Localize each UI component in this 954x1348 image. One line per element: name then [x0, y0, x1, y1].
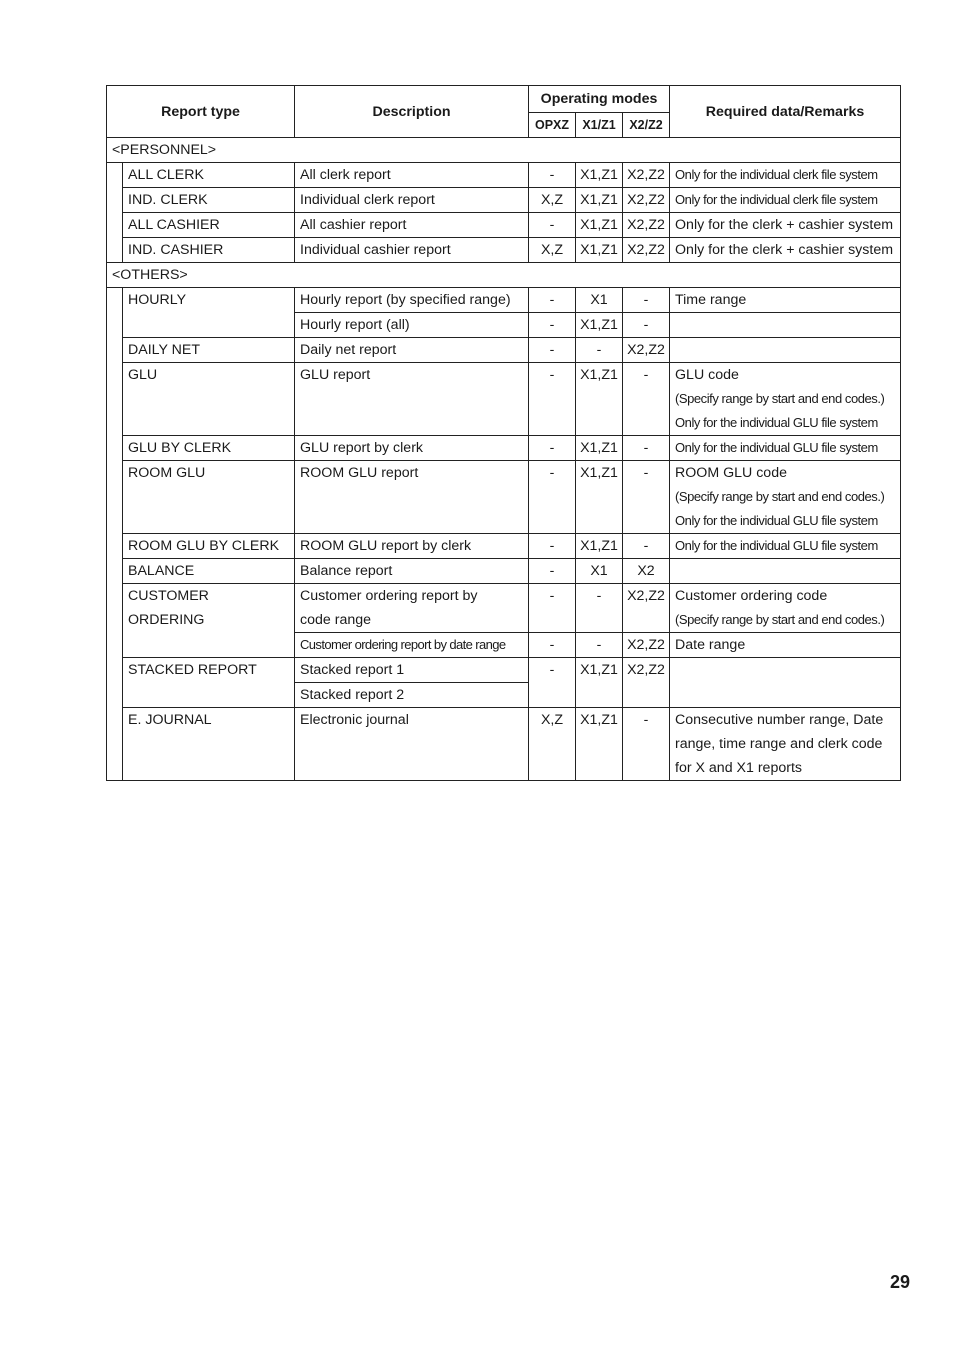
x2z2-cell: X2 — [623, 559, 670, 584]
x2z2-cell: - — [623, 436, 670, 461]
description-cell: All clerk report — [295, 163, 529, 188]
remarks-cell: (Specify range by start and end codes.) — [670, 608, 901, 633]
indent-gutter — [107, 163, 123, 263]
description-cell: GLU report by clerk — [295, 436, 529, 461]
report-type-line: ORDERING — [128, 612, 205, 628]
x2z2-cell: - — [623, 534, 670, 559]
x2z2-cell: X2,Z2 — [623, 633, 670, 658]
section-others: <OTHERS> — [107, 263, 901, 288]
report-type-cell: HOURLY — [123, 288, 295, 338]
opxz-cell: - — [529, 213, 576, 238]
report-type-cell: BALANCE — [123, 559, 295, 584]
table-row — [107, 163, 901, 188]
description-cell: Electronic journal — [295, 708, 529, 781]
x1z1-cell: X1 — [576, 288, 623, 313]
report-type-cell: STACKED REPORT — [123, 658, 295, 708]
table-row — [107, 238, 901, 263]
remarks-cell: (Specify range by start and end codes.) — [670, 387, 901, 411]
description-cell: Balance report — [295, 559, 529, 584]
description-cell: code range — [295, 608, 529, 633]
table-row — [107, 658, 901, 683]
remarks-cell: ROOM GLU code — [670, 461, 901, 486]
remarks-cell: for X and X1 reports — [670, 756, 901, 781]
x1z1-cell: X1,Z1 — [576, 534, 623, 559]
report-type-cell: ROOM GLU — [123, 461, 295, 534]
report-type-cell: ALL CLERK — [123, 163, 295, 188]
opxz-cell: - — [529, 584, 576, 633]
x1z1-cell: X1,Z1 — [576, 313, 623, 338]
header-description: Description — [295, 86, 529, 138]
remarks-cell — [670, 658, 901, 708]
report-type-cell: ALL CASHIER — [123, 213, 295, 238]
x2z2-cell: X2,Z2 — [623, 163, 670, 188]
remarks-cell — [670, 313, 901, 338]
description-cell: Individual clerk report — [295, 188, 529, 213]
opxz-cell: - — [529, 338, 576, 363]
table-row — [107, 708, 901, 733]
description-cell: Daily net report — [295, 338, 529, 363]
remarks-cell — [670, 559, 901, 584]
x2z2-cell: X2,Z2 — [623, 213, 670, 238]
table-row — [107, 436, 901, 461]
report-type-cell — [123, 584, 295, 658]
x1z1-cell: - — [576, 584, 623, 633]
remarks-cell: Only for the clerk + cashier system — [670, 213, 901, 238]
x2z2-cell: - — [623, 288, 670, 313]
x1z1-cell: X1,Z1 — [576, 708, 623, 781]
description-cell: Individual cashier report — [295, 238, 529, 263]
table-row — [107, 213, 901, 238]
x2z2-cell: X2,Z2 — [623, 338, 670, 363]
description-cell: ROOM GLU report by clerk — [295, 534, 529, 559]
opxz-cell: - — [529, 163, 576, 188]
opxz-cell: - — [529, 288, 576, 313]
remarks-cell: range, time range and clerk code — [670, 732, 901, 756]
opxz-cell: - — [529, 534, 576, 559]
opxz-cell: X,Z — [529, 188, 576, 213]
x2z2-cell: X2,Z2 — [623, 188, 670, 213]
description-cell: Customer ordering report by date range — [295, 633, 529, 658]
opxz-cell: - — [529, 436, 576, 461]
opxz-cell: - — [529, 559, 576, 584]
remarks-cell: Only for the individual GLU file system — [670, 534, 901, 559]
remarks-cell: Only for the individual clerk file system — [670, 163, 901, 188]
x1z1-cell: X1,Z1 — [576, 658, 623, 708]
opxz-cell: - — [529, 461, 576, 534]
remarks-cell: Consecutive number range, Date — [670, 708, 901, 733]
remarks-cell: Only for the individual clerk file system — [670, 188, 901, 213]
remarks-cell: Only for the clerk + cashier system — [670, 238, 901, 263]
x2z2-cell: - — [623, 708, 670, 781]
x2z2-cell: - — [623, 461, 670, 534]
x1z1-cell: X1,Z1 — [576, 188, 623, 213]
opxz-cell: - — [529, 633, 576, 658]
x2z2-cell: X2,Z2 — [623, 238, 670, 263]
x1z1-cell: X1,Z1 — [576, 436, 623, 461]
description-cell: GLU report — [295, 363, 529, 436]
table-row — [107, 363, 901, 388]
page-number: 29 — [890, 1272, 911, 1292]
report-type-line: CUSTOMER — [128, 588, 209, 604]
report-type-cell: GLU BY CLERK — [123, 436, 295, 461]
x2z2-cell: - — [623, 363, 670, 436]
table-row — [107, 288, 901, 313]
x2z2-cell: X2,Z2 — [623, 584, 670, 633]
remarks-cell: Only for the individual GLU file system — [670, 411, 901, 436]
header-x1z1: X1/Z1 — [576, 113, 623, 138]
opxz-cell: - — [529, 313, 576, 338]
opxz-cell: X,Z — [529, 708, 576, 781]
x2z2-cell: - — [623, 313, 670, 338]
remarks-cell — [670, 338, 901, 363]
remarks-cell: Only for the individual GLU file system — [670, 436, 901, 461]
report-type-cell: E. JOURNAL — [123, 708, 295, 781]
opxz-cell: - — [529, 363, 576, 436]
table-row — [107, 534, 901, 559]
x1z1-cell: X1 — [576, 559, 623, 584]
x1z1-cell: - — [576, 633, 623, 658]
section-personnel: <PERSONNEL> — [107, 138, 901, 163]
description-cell: Stacked report 1 — [295, 658, 529, 683]
table-row — [107, 559, 901, 584]
header-operating-modes: Operating modes — [529, 86, 670, 113]
remarks-cell: Time range — [670, 288, 901, 313]
x2z2-cell: X2,Z2 — [623, 658, 670, 708]
header-report-type: Report type — [107, 86, 295, 138]
report-types-table — [106, 85, 901, 781]
report-type-cell: DAILY NET — [123, 338, 295, 363]
table-row — [107, 338, 901, 363]
report-type-cell: ROOM GLU BY CLERK — [123, 534, 295, 559]
x1z1-cell: X1,Z1 — [576, 461, 623, 534]
remarks-cell: Customer ordering code — [670, 584, 901, 609]
x1z1-cell: X1,Z1 — [576, 363, 623, 436]
table-row — [107, 461, 901, 486]
remarks-cell: Only for the individual GLU file system — [670, 509, 901, 534]
remarks-cell: GLU code — [670, 363, 901, 388]
header-remarks: Required data/Remarks — [670, 86, 901, 138]
remarks-cell: (Specify range by start and end codes.) — [670, 485, 901, 509]
description-cell: Hourly report (all) — [295, 313, 529, 338]
report-type-cell: GLU — [123, 363, 295, 436]
remarks-cell: Date range — [670, 633, 901, 658]
indent-gutter — [107, 288, 123, 781]
description-cell: ROOM GLU report — [295, 461, 529, 534]
report-type-cell: IND. CLERK — [123, 188, 295, 213]
opxz-cell: - — [529, 658, 576, 708]
x1z1-cell: X1,Z1 — [576, 163, 623, 188]
header-x2z2: X2/Z2 — [623, 113, 670, 138]
table-row — [107, 584, 901, 609]
table-row — [107, 188, 901, 213]
description-cell: Stacked report 2 — [295, 683, 529, 708]
opxz-cell: X,Z — [529, 238, 576, 263]
x1z1-cell: X1,Z1 — [576, 238, 623, 263]
x1z1-cell: - — [576, 338, 623, 363]
description-cell: Hourly report (by specified range) — [295, 288, 529, 313]
description-cell: Customer ordering report by — [295, 584, 529, 609]
report-type-cell: IND. CASHIER — [123, 238, 295, 263]
x1z1-cell: X1,Z1 — [576, 213, 623, 238]
header-opxz: OPXZ — [529, 113, 576, 138]
description-cell: All cashier report — [295, 213, 529, 238]
